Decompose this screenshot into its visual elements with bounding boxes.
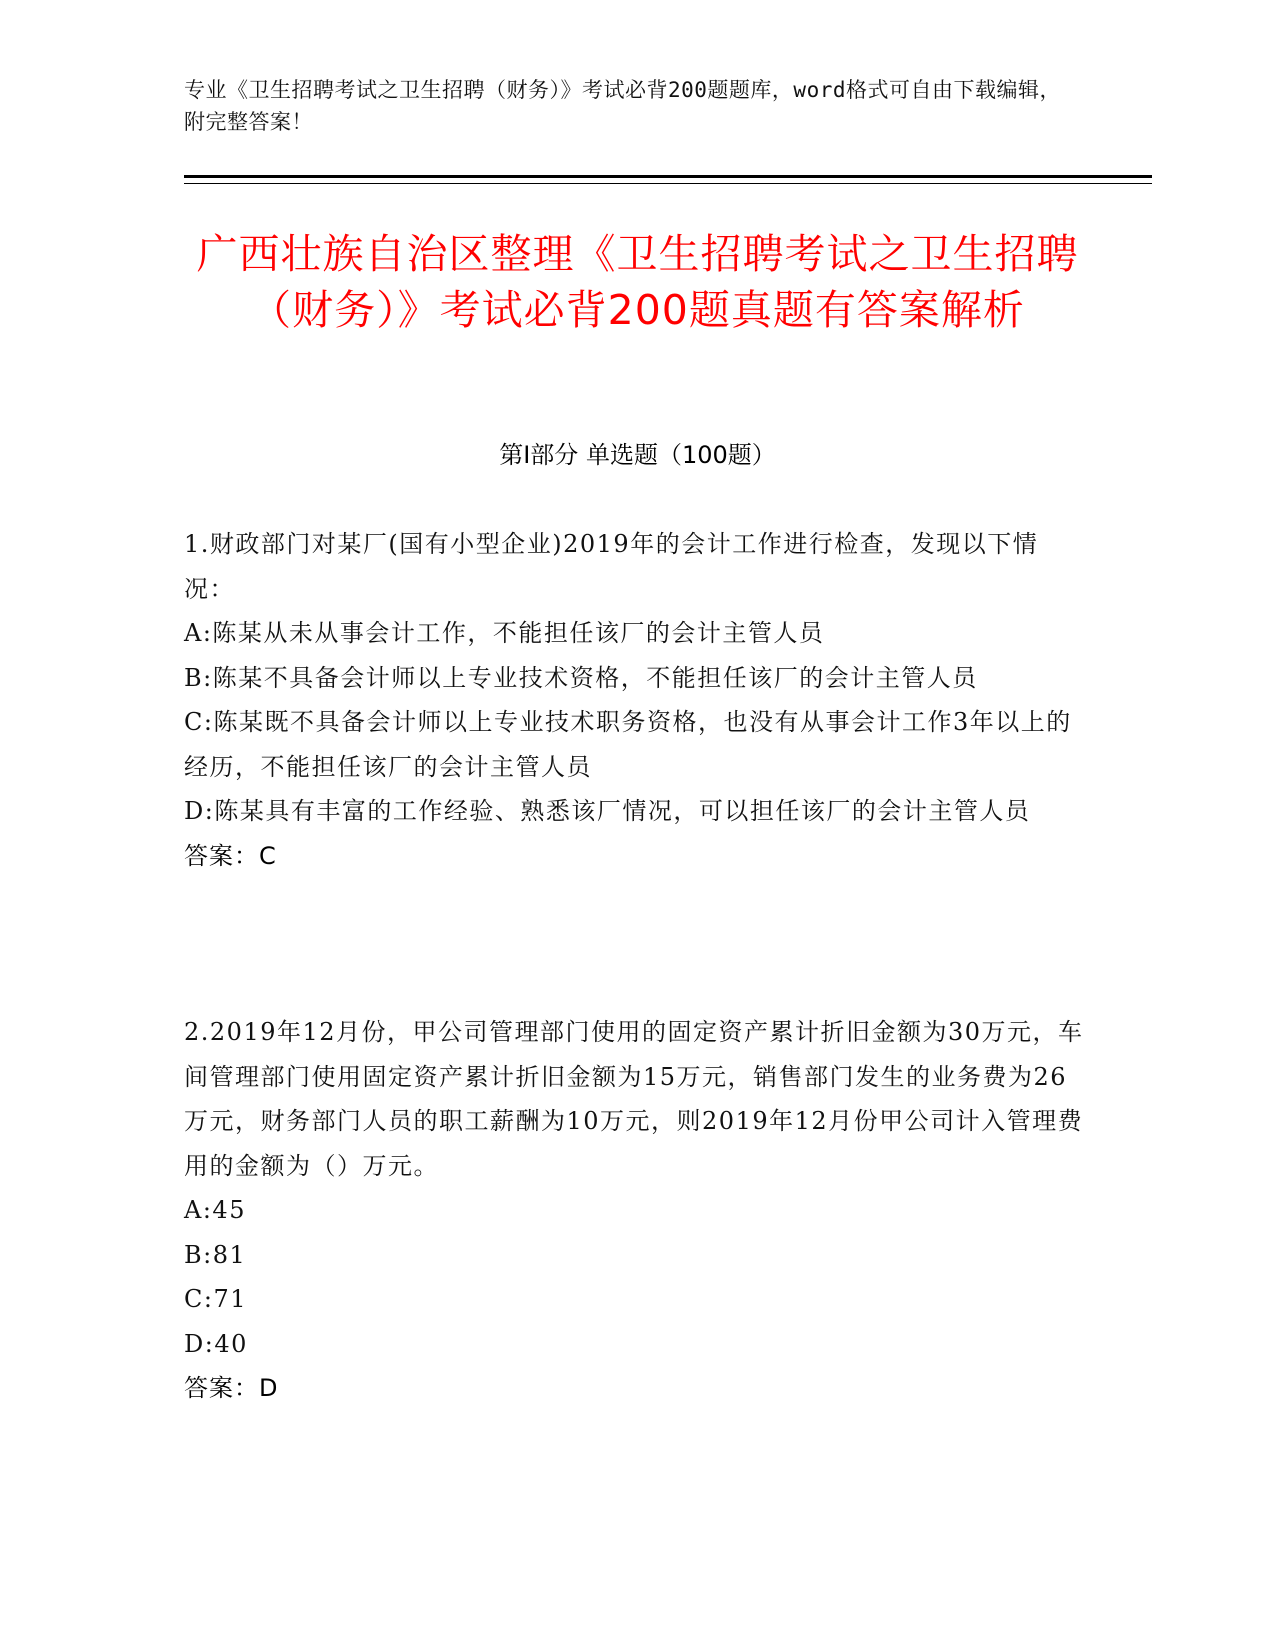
option-b: B:81 [184,1240,247,1269]
question-2 [184,1010,1084,1411]
option-a: A:45 [184,1196,246,1224]
question-text: 1.财政部门对某厂(国有小型企业)2019年的会计工作进行检查，发现以下情况： [184,530,1039,603]
answer: 答案：D [184,1374,279,1402]
option-c: C:陈某既不具备会计师以上专业技术职务资格，也没有从事会计工作3年以上的经历，不能担任该厂的会计主管人员 [184,708,1072,781]
header-note: 专业《卫生招聘考试之卫生招聘（财务）》考试必背200题题库，word格式可自由下载编辑，附完整答案！ [184,78,1061,134]
option-b: B:陈某不具备会计师以上专业技术资格，不能担任该厂的会计主管人员 [184,663,978,692]
option-d: D:陈某具有丰富的工作经验、熟悉该厂情况，可以担任该厂的会计主管人员 [184,797,1031,825]
section-title: 第I部分 单选题（100题） [499,441,776,469]
option-a: A:陈某从未从事会计工作，不能担任该厂的会计主管人员 [184,619,825,647]
question-text: 2.2019年12月份，甲公司管理部门使用的固定资产累计折旧金额为30万元，车间管理部门使用固定资产累计折旧金额为15万元，销售部门发生的业务费为26万元，财务部门人员的职工薪酬为10万元，则2019年12月份甲公司计入管理费用的金额为（）万元。 [184,1018,1084,1180]
answer: 答案：C [184,841,277,870]
header-rule-thin [184,183,1152,184]
question-1 [184,522,1084,878]
option-d: D:40 [184,1329,248,1358]
option-c: C:71 [184,1285,247,1313]
header-rule-thick [184,175,1152,178]
document-title: 广西壮族自治区整理《卫生招聘考试之卫生招聘（财务）》考试必背200题真题有答案解析 [196,230,1079,334]
